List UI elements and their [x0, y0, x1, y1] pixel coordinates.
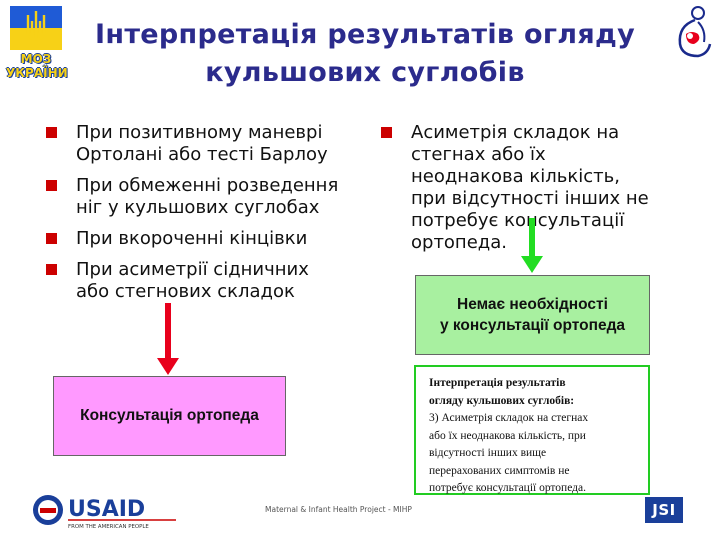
usaid-text: USAID: [68, 497, 146, 522]
mother-child-icon: [668, 4, 716, 60]
bullet-icon: [381, 127, 392, 138]
consult-label: Консультація ортопеда: [80, 407, 259, 424]
bullet-icon: [46, 127, 57, 138]
list-item: При обмеженні розведення ніг у кульшових суглобах: [46, 175, 376, 219]
no-need-line-1: Немає необхідності: [457, 296, 608, 313]
note-line: відсутності інших вище: [429, 447, 547, 459]
list-item: При вкороченні кінцівки: [46, 228, 376, 250]
moz-logo-text-2: УКРАЇНИ: [6, 66, 68, 80]
note-line: 3) Асиметрія складок на стегнах: [429, 412, 589, 424]
moz-logo-text-1: МОЗ: [20, 52, 52, 66]
bullet-icon: [46, 233, 57, 244]
note-line: потребує консультації ортопеда.: [429, 482, 586, 494]
list-item: Асиметрія складок на стегнах або їх неоднакова кількість, при відсутності інших не потребує консультації ортопеда.: [381, 122, 681, 254]
project-footer: Maternal & Infant Health Project - MIHP: [265, 505, 412, 514]
usaid-tagline: FROM THE AMERICAN PEOPLE: [68, 524, 149, 530]
list-item: При позитивному маневрі Ортолані або тесті Барлоу: [46, 122, 376, 166]
left-criteria-list: [46, 122, 376, 312]
right-criteria-list: [381, 122, 681, 263]
jsi-logo: JSI: [645, 497, 683, 523]
list-item: При асиметрії сідничних або стегнових складок: [46, 259, 376, 303]
bullet-icon: [46, 264, 57, 275]
no-need-line-2: у консультації ортопеда: [439, 317, 626, 334]
title-line-1: Інтерпретація результатів огляду: [95, 19, 635, 50]
no-consult-needed-box: [415, 275, 650, 355]
title-line-2: кульшових суглобів: [205, 57, 525, 88]
trident-icon: [23, 9, 49, 47]
note-line: або їх неоднакова кількість, при: [429, 429, 586, 442]
usaid-logo: [30, 492, 180, 532]
interpretation-note-box: [414, 365, 650, 495]
ukraine-flag: [10, 6, 62, 50]
moz-ukraine-logo: [6, 6, 68, 90]
note-line: Інтерпретація результатів: [429, 377, 566, 389]
bullet-icon: [46, 180, 57, 191]
page-title: [70, 16, 660, 92]
note-line: огляду кульшових суглобів:: [429, 394, 575, 407]
red-arrow: [157, 303, 179, 375]
consult-orthopedist-box: [53, 376, 286, 456]
note-line: перерахованих симптомів не: [429, 464, 570, 477]
